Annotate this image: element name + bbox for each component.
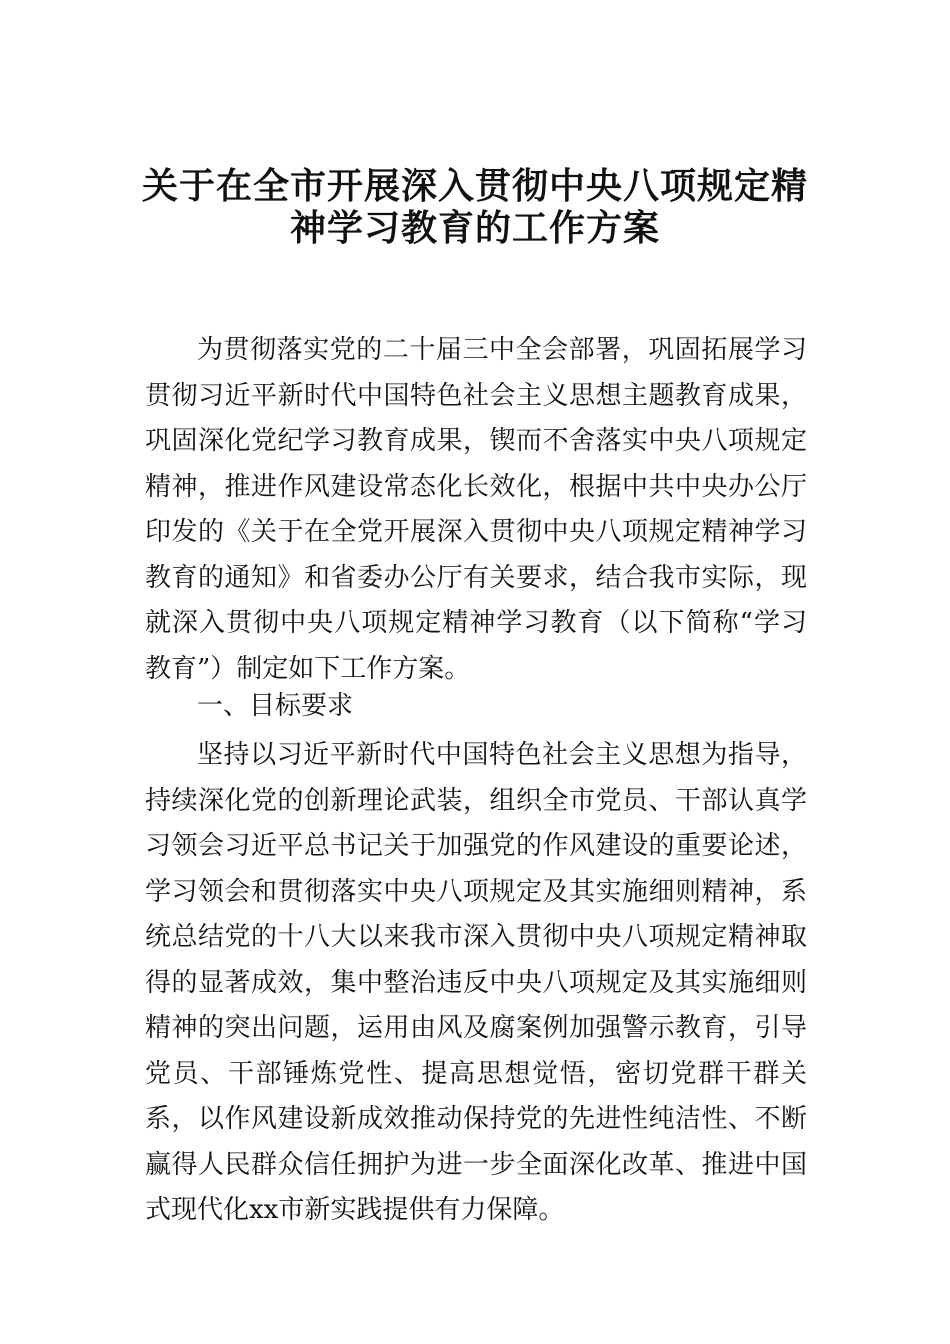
section-heading-goals: 一、目标要求: [197, 691, 354, 721]
section-paragraph-goals: 坚持以习近平新时代中国特色社会主义思想为指导，持续深化党的创新理论武装，组织全市党员、干部认真学习领会习近平总书记关于加强党的作风建设的重要论述，学习领会和贯彻落实中央八项规定及其实施细则精神，系统总结党的十八大以来我市深入贯彻中央八项规定精神取得的显著成效，集中整治违反中央八项规定及其实施细则精神的突出问题，运用由风及腐案例加强警示教育，引导党员、干部锤炼党性、提高思想觉悟，密切党群干群关系，以作风建设新成效推动保持党的先进性纯洁性、不断赢得人民群众信任拥护为进一步全面深化改革、推进中国式现代化xx市新实践提供有力保障。: [145, 740, 807, 1225]
intro-paragraph: 为贯彻落实党的二十届三中全会部署，巩固拓展学习贯彻习近平新时代中国特色社会主义思想主题教育成果，巩固深化党纪学习教育成果，锲而不舍落实中央八项规定精神，推进作风建设常态化长效化，根据中共中央办公厅印发的《关于在全党开展深入贯彻中央八项规定精神学习教育的通知》和省委办公厅有关要求，结合我市实际，现就深入贯彻中央八项规定精神学习教育（以下简称“学习教育”）制定如下工作方案。: [145, 335, 807, 684]
document-title-line-2: 神学习教育的工作方案: [289, 207, 660, 249]
document-title-line-1: 关于在全市开展深入贯彻中央八项规定精: [141, 165, 808, 207]
